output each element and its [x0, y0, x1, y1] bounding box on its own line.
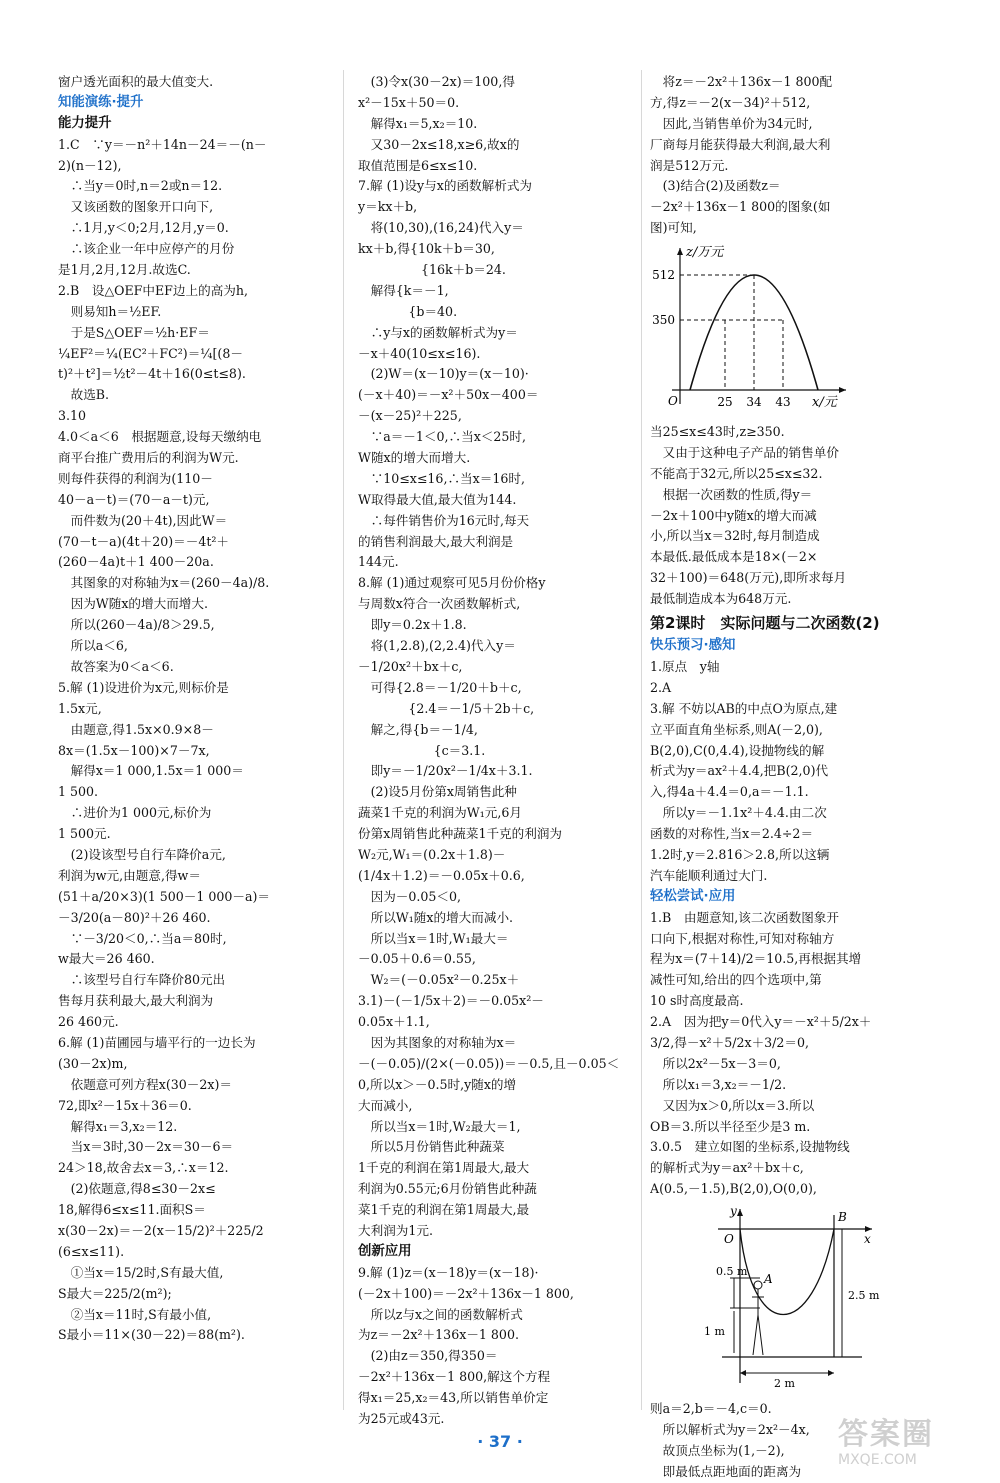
graph-x-tick: 43: [775, 395, 791, 410]
text-line: －(x－25)²＋225,: [358, 408, 462, 424]
text-line: 本最低.最低成本是18×(－2×: [650, 549, 818, 565]
text-line: 解得x₁＝5,x₂＝10.: [358, 115, 478, 131]
text-line: 4.0＜a＜6 根据题意,设每天缴纳电: [58, 429, 262, 445]
text-line: 依题意可列方程x(30－2x)＝: [58, 1076, 233, 1092]
text-line: ∴1月,y＜0;2月,12月,y＝0.: [58, 220, 229, 236]
text-line: 即y＝－1/20x²－1/4x＋3.1.: [358, 763, 533, 779]
text-line: {c＝3.1.: [358, 742, 486, 758]
text-line: 1 500元.: [58, 826, 111, 842]
text-line: 所以当x＝1时,W₁最大＝: [358, 930, 509, 946]
text-line: 1千克的利润在第1周最大,最大: [358, 1160, 530, 1176]
section-heading: 第2课时 实际问题与二次函数(2): [650, 614, 880, 633]
text-line: {b＝40.: [358, 303, 458, 319]
text-line: 所以当x＝1时,W₂最大＝1,: [358, 1118, 521, 1134]
text-line: －1/20x²＋bx＋c,: [358, 658, 463, 674]
text-line: ∴进价为1 000元,标价为: [58, 805, 212, 821]
text-line: B(2,0),C(0,4.4),设抛物线的解: [650, 742, 825, 758]
text-line: 又因为x＞0,所以x＝3.所以: [650, 1097, 815, 1113]
text-line: (2)设该型号自行车降价a元,: [58, 846, 226, 862]
text-line: 7.解 (1)设y与x的函数解析式为: [358, 178, 533, 194]
text-line: 所以W₁随x的增大而减小.: [358, 909, 514, 925]
text-line: 利润为0.55元;6月份销售此种蔬: [358, 1181, 537, 1197]
text-line: ∴y与x的函数解析式为y＝: [358, 324, 518, 340]
text-line: 因为－0.05＜0,: [358, 888, 462, 904]
text-line: 取值范围是6≤x≤10.: [358, 157, 478, 173]
text-line: 解得x₁＝3,x₂＝12.: [58, 1118, 178, 1134]
text-line: 当x＝3时,30－2x＝30－6＝: [58, 1139, 234, 1155]
text-line: 3.解 不妨以AB的中点O为原点,建: [650, 700, 838, 716]
text-line: 所以x₁＝3,x₂＝－1/2.: [650, 1076, 787, 1092]
text-line: ②当x＝11时,S有最小值,: [58, 1306, 212, 1322]
text-line: 不能高于32元,所以25≤x≤32.: [650, 465, 823, 481]
text-line: 份第x周销售此种蔬菜1千克的利润为: [358, 826, 563, 842]
text-line: S最大＝225/2(m²);: [58, 1285, 172, 1301]
text-line: (260－4a)t＋1 400－20a.: [58, 554, 214, 570]
diagram-point-b: B: [838, 1210, 847, 1225]
text-line: 利润为w元,由题意,得w＝: [58, 867, 201, 883]
text-line: －(－0.05)/(2×(－0.05))＝－0.5,且－0.05＜: [358, 1055, 620, 1071]
text-line: 所以y＝－1.1x²＋4.4.由二次: [650, 805, 827, 821]
text-line: x(30－2x)＝－2(x－15/2)²＋225/2: [58, 1222, 264, 1238]
text-line: 1.原点 y轴: [650, 658, 720, 674]
column-2: [358, 72, 634, 1430]
text-line: 即最低点距地面的距离为: [650, 1463, 802, 1479]
text-line: ∴该型号自行车降价80元出: [58, 972, 226, 988]
text-line: 则a＝2,b＝－4,c＝0.: [650, 1401, 772, 1416]
text-line: 因为其图象的对称轴为x＝: [358, 1034, 517, 1050]
text-line: kx＋b,得{10k＋b＝30,: [358, 241, 495, 257]
text-line: 将z＝－2x²＋136x－1 800配: [650, 74, 833, 89]
graph-x-tick: 25: [717, 395, 733, 410]
text-line: 大利润为1元.: [358, 1222, 433, 1238]
text-line: 解得x＝1 000,1.5x＝1 000＝: [58, 763, 244, 779]
text-line: －3/20(a－80)²＋26 460.: [58, 909, 211, 925]
text-line: 144元.: [358, 554, 399, 570]
text-line: 又该函数的图象开口向下,: [58, 199, 214, 215]
text-line: 5.解 (1)设进价为x元,则标价是: [58, 679, 229, 695]
text-line: 40－a－t)＝(70－a－t)元,: [58, 491, 210, 507]
dim-label: 0.5 m: [716, 1265, 748, 1279]
text-line: 则每件获得的利润为(110－: [58, 470, 213, 486]
text-line: (30－2x)m,: [58, 1055, 128, 1071]
text-line: (6≤x≤11).: [58, 1243, 125, 1259]
text-line: ①当x＝15/2时,S有最大值,: [58, 1264, 224, 1280]
text-line: (－2x＋100)＝－2x²＋136x－1 800,: [358, 1285, 574, 1301]
text-line: 为25元或43元.: [358, 1411, 445, 1426]
column-1: [58, 72, 330, 1346]
text-line: 方,得z＝－2(x－34)²＋512,: [650, 94, 811, 110]
diagram-origin: O: [724, 1232, 734, 1247]
text-line: w最大＝26 460.: [58, 951, 155, 967]
text-line: 窗户透光面积的最大值变大.: [58, 74, 214, 89]
text-line: {16k＋b＝24.: [358, 262, 506, 278]
text-line: 26 460元.: [58, 1014, 119, 1030]
diagram-x-axis-label: x: [864, 1232, 871, 1247]
text-line: 将(10,30),(16,24)代入y＝: [358, 220, 524, 236]
text-line: 润是512万元.: [650, 157, 729, 173]
text-line: 3/2,得－x²＋5/2x＋3/2＝0,: [650, 1034, 810, 1050]
text-line: 而件数为(20＋4t),因此W＝: [58, 512, 228, 528]
text-line: W₂＝(－0.05x²－0.25x＋: [358, 972, 520, 988]
text-line: 2.A: [650, 679, 672, 695]
dim-label: 2 m: [774, 1377, 795, 1390]
text-line: 即y＝0.2x＋1.8.: [358, 617, 467, 633]
text-line: (70－t－a)(4t＋20)＝－4t²＋: [58, 533, 230, 549]
dim-label: 1 m: [704, 1325, 725, 1339]
text-line: －2x²＋136x－1 800的图象(如: [650, 199, 831, 215]
profit-graph-svg: [650, 242, 850, 412]
text-line: 所以2x²－5x－3＝0,: [650, 1055, 781, 1071]
section-heading: 快乐预习·感知: [650, 638, 736, 654]
text-line: 9.解 (1)z＝(x－18)y＝(x－18)·: [358, 1264, 539, 1280]
watermark-logo: [838, 1418, 988, 1474]
text-line: 小,所以当x＝32时,每月制造成: [650, 528, 820, 544]
text-line: W取得最大值,最大值为144.: [358, 491, 517, 507]
text-line: 3.0.5 建立如图的坐标系,设抛物线: [650, 1139, 850, 1155]
graph-y-tick: 512: [652, 268, 675, 283]
text-line: (1/4x＋1.2)＝－0.05x＋0.6,: [358, 867, 525, 883]
section-heading: 知能演练·提升: [58, 94, 144, 110]
text-line: 10 s时高度最高.: [650, 993, 744, 1009]
text-line: ∵10≤x≤16,∴当x＝16时,: [358, 470, 525, 486]
watermark-site: MXQE.COM: [838, 1452, 917, 1468]
text-line: 故答案为0＜a＜6.: [58, 658, 174, 674]
text-line: 其图象的对称轴为x＝(260－4a)/8.: [58, 575, 270, 591]
text-line: －0.05＋0.6＝0.55,: [358, 951, 476, 967]
text-line: 立平面直角坐标系,则A(－2,0),: [650, 721, 823, 737]
text-line: (3)令x(30－2x)＝100,得: [358, 74, 515, 89]
text-line: 汽车能顺利通过大门.: [650, 867, 768, 883]
text-line: 8.解 (1)通过观察可见5月份价格y: [358, 575, 546, 591]
text-line: 又由于这种电子产品的销售单价: [650, 444, 839, 460]
text-line: 所以解析式为y＝2x²－4x,: [650, 1421, 810, 1437]
graph-x-label: x/元: [812, 395, 837, 411]
text-line: 商平台推广费用后的利润为W元.: [58, 450, 239, 466]
text-line: 3.1)－(－1/5x＋2)＝－0.05x²－: [358, 993, 544, 1009]
text-line: 8x＝(1.5x－100)×7－7x,: [58, 742, 210, 758]
text-line: 2.B 设△OEF中EF边上的高为h,: [58, 282, 249, 298]
text-line: 故顶点坐标为(1,－2),: [650, 1442, 785, 1458]
text-line: ∵a＝－1＜0,∴当x＜25时,: [358, 429, 527, 445]
text-line: (2)依题意,得8≤30－2x≤: [58, 1181, 216, 1197]
text-line: 于是S△OEF＝½h·EF＝: [58, 324, 210, 340]
column-3: [650, 72, 950, 1483]
col3-middle-text: [650, 422, 950, 1200]
text-line: 最低制造成本为648万元.: [650, 591, 792, 607]
graph-origin: O: [668, 394, 678, 409]
graph-x-tick: 34: [746, 395, 762, 410]
graph-y-tick: 350: [652, 313, 675, 328]
text-line: 函数的对称性,当x＝2.4÷2＝: [650, 826, 814, 842]
text-line: 解之,得{b＝－1/4,: [358, 721, 478, 737]
text-line: ¼EF²＝¼(EC²＋FC²)＝¼[(8－: [58, 345, 243, 361]
text-line: 图)可知,: [650, 220, 697, 236]
text-line: S最小＝11×(30－22)＝88(m²).: [58, 1327, 245, 1343]
text-line: 72,即x²－15x＋36＝0.: [58, 1097, 192, 1113]
section-heading: 轻松尝试·应用: [650, 888, 736, 904]
text-line: A(0.5,－1.5),B(2,0),O(0,0),: [650, 1181, 817, 1197]
text-line: 2.A 因为把y＝0代入y＝－x²＋5/2x＋: [650, 1014, 872, 1030]
text-line: 18,解得6≤x≤11.面积S＝: [58, 1202, 206, 1218]
text-line: 所以(260－4a)/8＞29.5,: [58, 617, 215, 633]
column-divider: [343, 70, 344, 1410]
text-line: 2)(n－12),: [58, 157, 122, 173]
text-line: 口向下,根据对称性,可知对称轴方: [650, 930, 835, 946]
text-line: ∴该企业一年中应停产的月份: [58, 241, 235, 257]
text-line: －2x＋100中y随x的增大而减: [650, 507, 817, 523]
text-line: 所以z与x之间的函数解析式: [358, 1306, 523, 1322]
text-line: ∴每件销售价为16元时,每天: [358, 512, 530, 528]
text-line: y＝kx＋b,: [358, 199, 418, 215]
text-line: 24＞18,故舍去x＝3,∴x＝12.: [58, 1160, 229, 1176]
profit-parabola-graph: [650, 242, 950, 419]
text-line: 1.5x元,: [58, 700, 102, 716]
text-line: 0,所以x＞－0.5时,y随x的增: [358, 1076, 517, 1092]
text-line: 的销售利润最大,最大利润是: [358, 533, 514, 549]
text-line: 售每月获利最大,最大利润为: [58, 993, 214, 1009]
text-line: 大而减小,: [358, 1097, 413, 1113]
text-line: 减性可知,给出的四个选项中,第: [650, 972, 822, 988]
text-line: ∵－3/20＜0,∴当a＝80时,: [58, 930, 227, 946]
text-line: 所以5月份销售此种蔬菜: [358, 1139, 505, 1155]
text-line: (－x＋40)＝－x²＋50x－400＝: [358, 387, 539, 403]
diagram-point-a: A: [764, 1272, 773, 1287]
text-line: x²－15x＋50＝0.: [358, 94, 460, 110]
text-line: 根据一次函数的性质,得y＝: [650, 486, 813, 502]
text-line: 将(1,2.8),(2,2.4)代入y＝: [358, 638, 516, 654]
dim-label: 2.5 m: [848, 1289, 880, 1303]
text-line: 所以a＜6,: [58, 638, 128, 654]
text-line: 蔬菜1千克的利润为W₁元,6月: [358, 805, 522, 821]
text-line: 可得{2.8＝－1/20＋b＋c,: [358, 679, 522, 695]
text-line: 为z＝－2x²＋136x－1 800.: [358, 1327, 519, 1343]
text-line: (2)由z＝350,得350＝: [358, 1348, 498, 1364]
text-line: 与周数x符合一次函数解析式,: [358, 596, 521, 612]
text-line: 当25≤x≤43时,z≥350.: [650, 424, 785, 440]
text-line: 1.B 由题意知,该二次函数图象开: [650, 909, 839, 925]
text-line: 故选B.: [58, 387, 110, 403]
text-line: 的解析式为y＝ax²＋bx＋c,: [650, 1160, 804, 1176]
text-line: 厂商每月能获得最大利润,最大利: [650, 136, 831, 152]
col3-top-text: [650, 72, 950, 239]
section-heading: 创新应用: [358, 1243, 412, 1259]
text-line: (2)设5月份第x周销售此种: [358, 784, 517, 800]
text-line: 3.10: [58, 408, 87, 424]
text-line: －2x²＋136x－1 800,解这个方程: [358, 1369, 551, 1385]
text-line: 又30－2x≤18,x≥6,故x的: [358, 136, 520, 152]
rope-diagram-svg: [702, 1203, 912, 1389]
text-line: 6.解 (1)苗圃园与墙平行的一边长为: [58, 1034, 256, 1050]
text-line: 得x₁＝25,x₂＝43,所以销售单价定: [358, 1390, 549, 1406]
diagram-y-axis-label: y: [730, 1204, 737, 1219]
page-number: · 37 ·: [477, 1432, 523, 1451]
text-line: t)²＋t²]＝½t²－4t＋16(0≤t≤8).: [58, 366, 246, 382]
text-line: (51＋a/20×3)(1 500－1 000－a)＝: [58, 888, 271, 904]
text-line: －x＋40(10≤x≤16).: [358, 345, 481, 361]
text-line: 32＋100)＝648(万元),即所求每月: [650, 570, 847, 586]
text-line: 1 500.: [58, 784, 99, 800]
text-line: W随x的增大而增大.: [358, 450, 471, 466]
text-line: 析式为y＝ax²＋4.4,把B(2,0)代: [650, 763, 829, 779]
text-line: 1.C ∵y＝－n²＋14n－24＝－(n－: [58, 136, 267, 152]
swing-rope-diagram: [702, 1203, 950, 1396]
text-line: 因此,当销售单价为34元时,: [650, 115, 813, 131]
section-heading: 能力提升: [58, 115, 112, 131]
text-line: 由题意,得1.5x×0.9×8－: [58, 721, 214, 737]
text-line: 菜1千克的利润在第1周最大,最: [358, 1202, 530, 1218]
text-line: W₂元,W₁＝(0.2x＋1.8)－: [358, 846, 506, 862]
graph-y-label: z/万元: [686, 245, 724, 261]
text-line: 1.2时,y＝2.816＞2.8,所以这辆: [650, 846, 830, 862]
text-line: OB＝3.所以半径至少是3 m.: [650, 1118, 811, 1134]
text-line: 因为W随x的增大而增大.: [58, 596, 208, 612]
text-line: (2)W＝(x－10)y＝(x－10)·: [358, 366, 529, 382]
column-divider: [641, 70, 642, 1410]
text-line: ∴当y＝0时,n＝2或n＝12.: [58, 178, 223, 194]
text-line: 程为x＝(7＋14)/2＝10.5,再根据其增: [650, 951, 862, 967]
text-line: 0.05x＋1.1,: [358, 1014, 430, 1030]
text-line: 入,得4a＋4.4＝0,a＝－1.1.: [650, 784, 809, 800]
text-line: {2.4＝－1/5＋2b＋c,: [358, 700, 535, 716]
text-line: 则易知h＝½EF.: [58, 303, 162, 319]
text-line: (3)结合(2)及函数z＝: [650, 178, 781, 194]
watermark-brand: 答案圈: [838, 1417, 934, 1452]
text-line: 是1月,2月,12月.故选C.: [58, 262, 191, 278]
text-line: 解得{k＝－1,: [358, 282, 449, 298]
